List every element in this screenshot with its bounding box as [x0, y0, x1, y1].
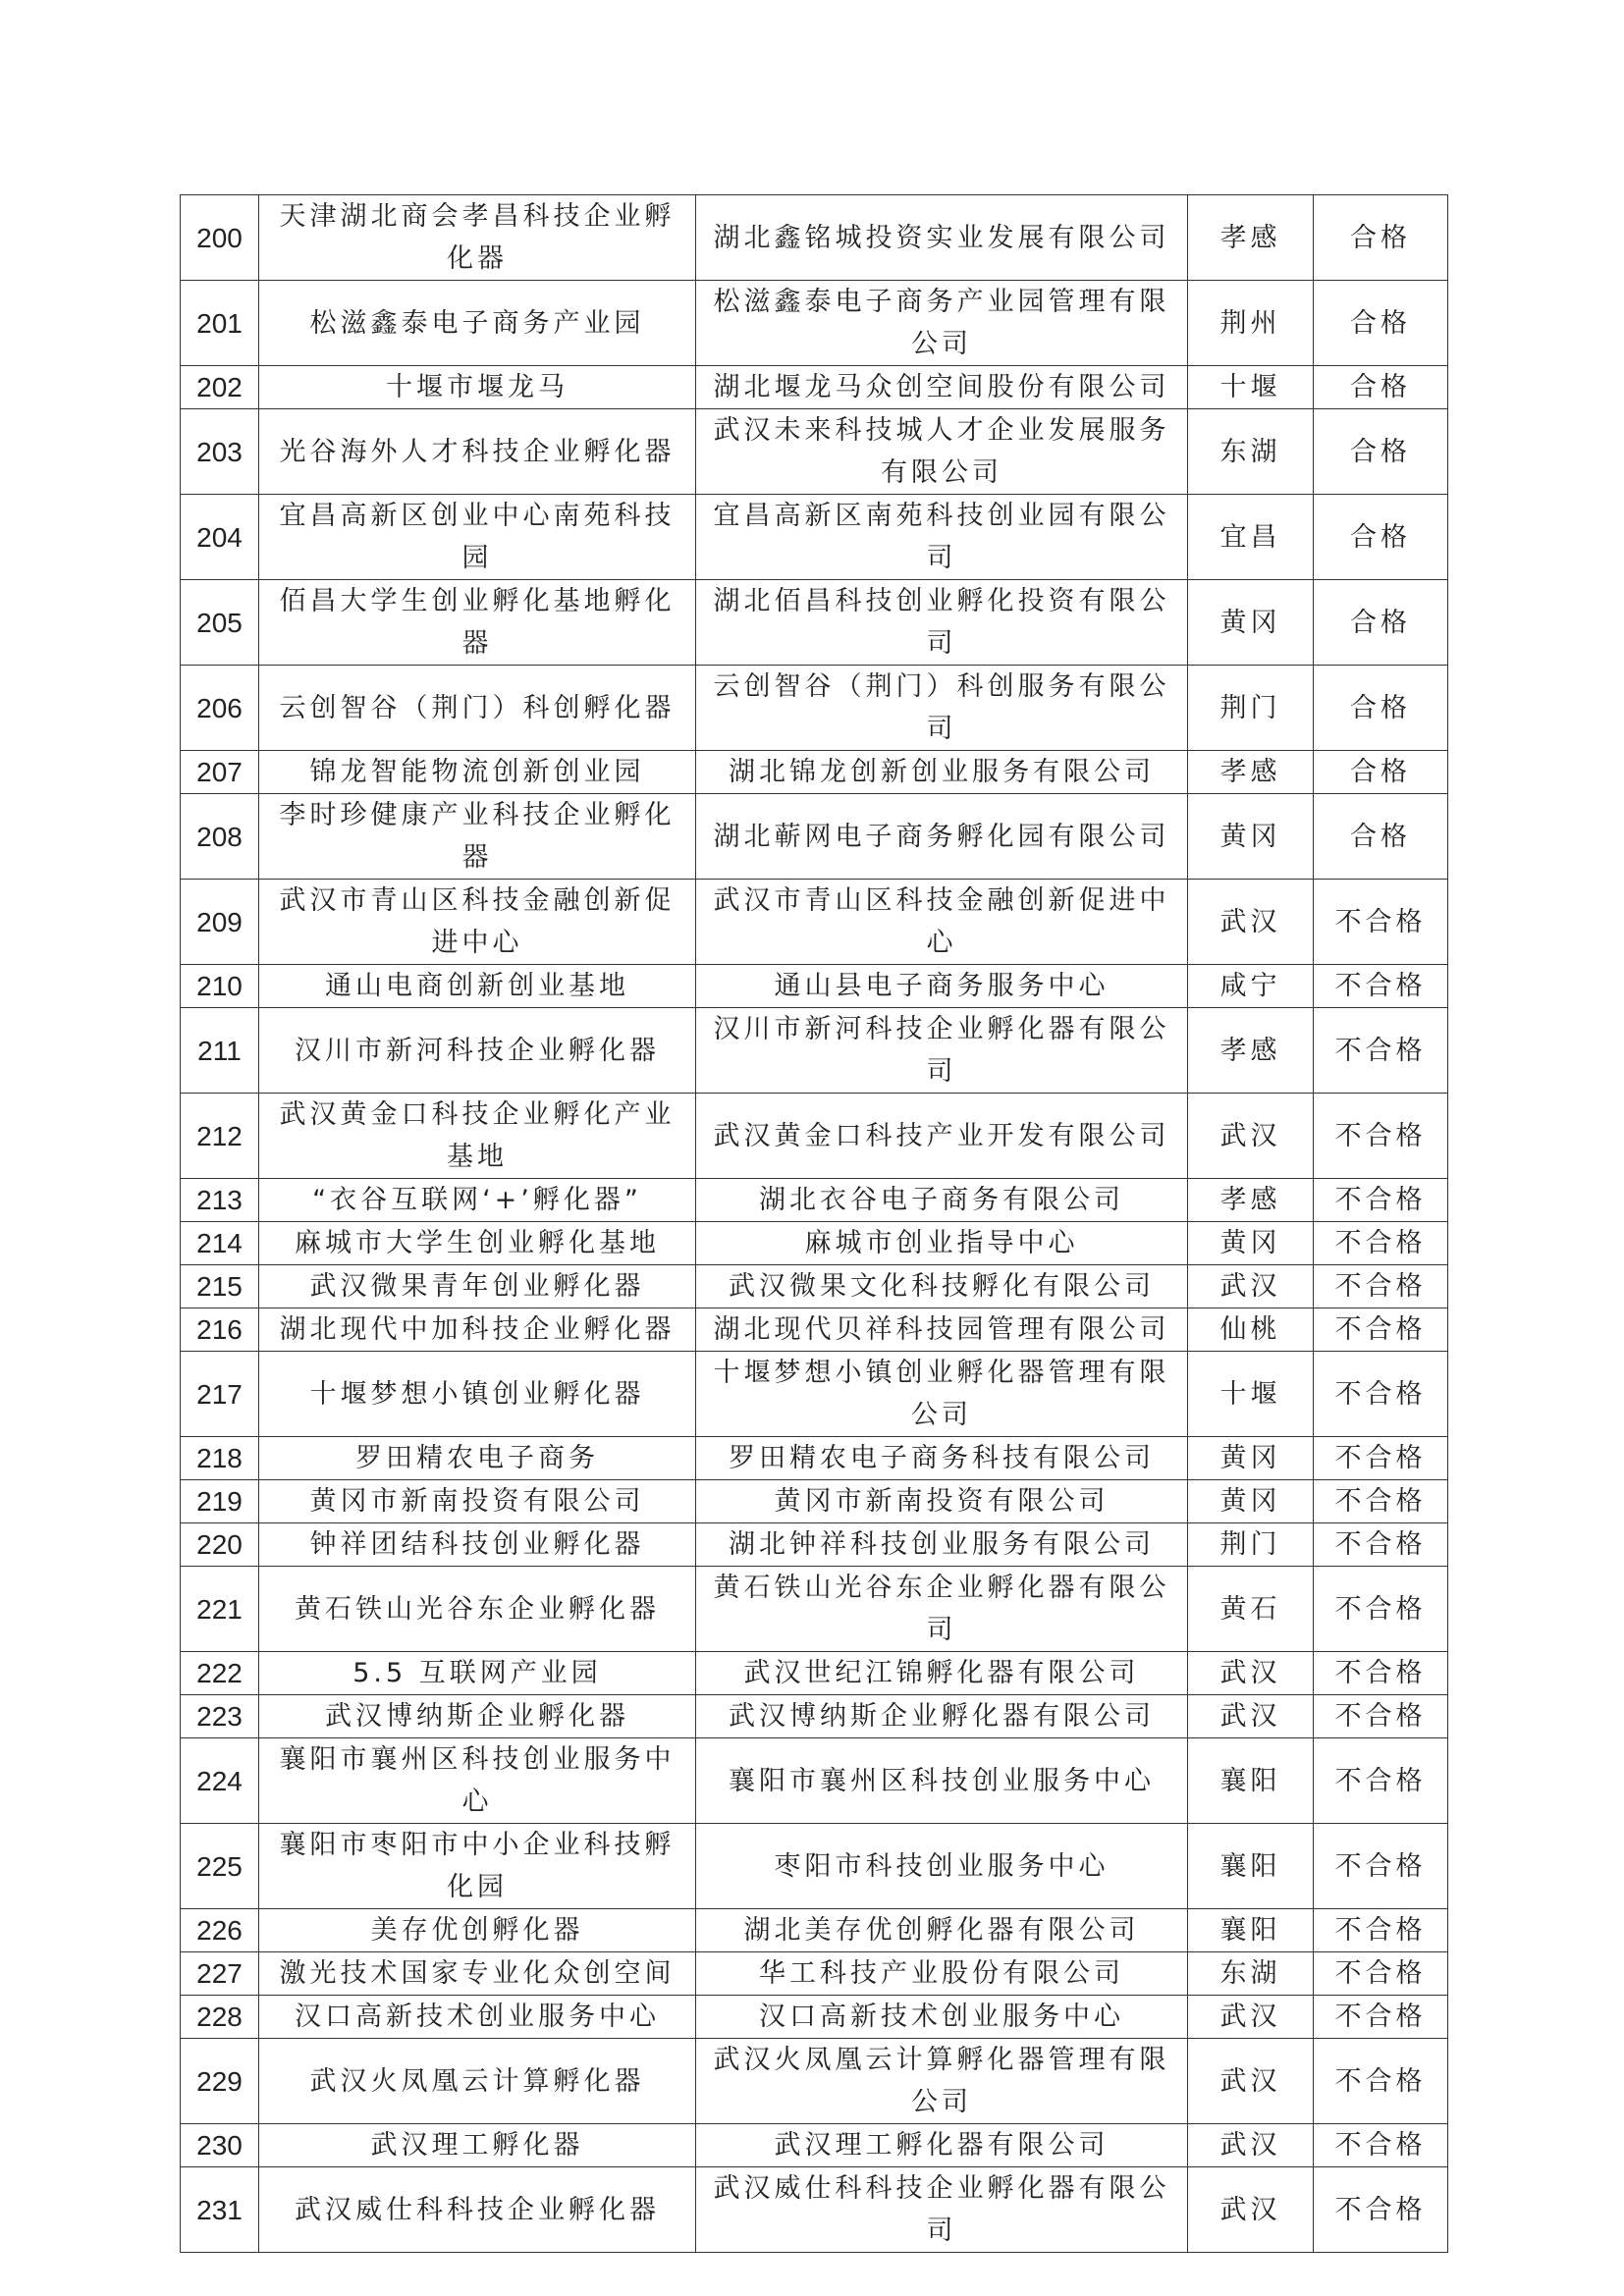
- incubator-name: 麻城市大学生创业孵化基地: [259, 1222, 696, 1265]
- operating-organization: 武汉理工孵化器有限公司: [696, 2124, 1188, 2167]
- row-number: 229: [181, 2039, 259, 2124]
- row-number: 200: [181, 195, 259, 281]
- evaluation-result: 合格: [1314, 666, 1448, 751]
- table-row: [181, 495, 1448, 580]
- operating-organization: 通山县电子商务服务中心: [696, 965, 1188, 1008]
- row-number: 231: [181, 2167, 259, 2253]
- table-row: [181, 195, 1448, 281]
- row-number: 210: [181, 965, 259, 1008]
- row-number: 206: [181, 666, 259, 751]
- evaluation-result: 不合格: [1314, 1652, 1448, 1695]
- evaluation-result: 不合格: [1314, 1909, 1448, 1952]
- incubator-table: [180, 194, 1448, 2253]
- operating-organization: 武汉火凤凰云计算孵化器管理有限公司: [696, 2039, 1188, 2124]
- operating-organization: 武汉黄金口科技产业开发有限公司: [696, 1094, 1188, 1179]
- row-number: 225: [181, 1824, 259, 1909]
- incubator-name: 襄阳市襄州区科技创业服务中心: [259, 1738, 696, 1824]
- row-number: 230: [181, 2124, 259, 2167]
- table-row: [181, 1567, 1448, 1652]
- table-row: [181, 281, 1448, 366]
- row-number: 216: [181, 1308, 259, 1352]
- row-number: 203: [181, 409, 259, 495]
- region: 武汉: [1188, 1695, 1314, 1738]
- region: 武汉: [1188, 2039, 1314, 2124]
- evaluation-result: 不合格: [1314, 2039, 1448, 2124]
- region: 襄阳: [1188, 1824, 1314, 1909]
- region: 黄冈: [1188, 1480, 1314, 1523]
- table-row: [181, 1308, 1448, 1352]
- operating-organization: 枣阳市科技创业服务中心: [696, 1824, 1188, 1909]
- evaluation-result: 不合格: [1314, 1008, 1448, 1094]
- operating-organization: 湖北现代贝祥科技园管理有限公司: [696, 1308, 1188, 1352]
- incubator-name: 黄石铁山光谷东企业孵化器: [259, 1567, 696, 1652]
- region: 宜昌: [1188, 495, 1314, 580]
- region: 十堰: [1188, 1352, 1314, 1437]
- row-number: 212: [181, 1094, 259, 1179]
- table-row: [181, 1695, 1448, 1738]
- incubator-name: 光谷海外人才科技企业孵化器: [259, 409, 696, 495]
- region: 孝感: [1188, 195, 1314, 281]
- incubator-name: 云创智谷（荆门）科创孵化器: [259, 666, 696, 751]
- table-row: [181, 751, 1448, 794]
- region: 武汉: [1188, 880, 1314, 965]
- evaluation-result: 合格: [1314, 409, 1448, 495]
- table-row: [181, 1738, 1448, 1824]
- incubator-name: 湖北现代中加科技企业孵化器: [259, 1308, 696, 1352]
- table-row: [181, 1008, 1448, 1094]
- operating-organization: 湖北衣谷电子商务有限公司: [696, 1179, 1188, 1222]
- operating-organization: 武汉微果文化科技孵化有限公司: [696, 1265, 1188, 1308]
- table-row: [181, 1179, 1448, 1222]
- table-row: [181, 1222, 1448, 1265]
- row-number: 207: [181, 751, 259, 794]
- table-row: [181, 666, 1448, 751]
- operating-organization: 湖北锦龙创新创业服务有限公司: [696, 751, 1188, 794]
- operating-organization: 十堰梦想小镇创业孵化器管理有限公司: [696, 1352, 1188, 1437]
- evaluation-result: 不合格: [1314, 1094, 1448, 1179]
- region: 黄冈: [1188, 1437, 1314, 1480]
- incubator-name: 锦龙智能物流创新创业园: [259, 751, 696, 794]
- table-row: [181, 1996, 1448, 2039]
- table-row: [181, 580, 1448, 666]
- evaluation-result: 不合格: [1314, 1265, 1448, 1308]
- incubator-name: 钟祥团结科技创业孵化器: [259, 1523, 696, 1567]
- region: 武汉: [1188, 1265, 1314, 1308]
- operating-organization: 松滋鑫泰电子商务产业园管理有限公司: [696, 281, 1188, 366]
- region: 荆门: [1188, 1523, 1314, 1567]
- table-row: [181, 1480, 1448, 1523]
- row-number: 205: [181, 580, 259, 666]
- evaluation-result: 不合格: [1314, 1480, 1448, 1523]
- region: 襄阳: [1188, 1738, 1314, 1824]
- row-number: 202: [181, 366, 259, 409]
- incubator-name: 襄阳市枣阳市中小企业科技孵化园: [259, 1824, 696, 1909]
- operating-organization: 云创智谷（荆门）科创服务有限公司: [696, 666, 1188, 751]
- row-number: 221: [181, 1567, 259, 1652]
- row-number: 218: [181, 1437, 259, 1480]
- evaluation-result: 不合格: [1314, 1996, 1448, 2039]
- incubator-name: 佰昌大学生创业孵化基地孵化器: [259, 580, 696, 666]
- incubator-name: 黄冈市新南投资有限公司: [259, 1480, 696, 1523]
- row-number: 226: [181, 1909, 259, 1952]
- operating-organization: 汉川市新河科技企业孵化器有限公司: [696, 1008, 1188, 1094]
- evaluation-result: 不合格: [1314, 1222, 1448, 1265]
- row-number: 208: [181, 794, 259, 880]
- evaluation-result: 不合格: [1314, 1738, 1448, 1824]
- row-number: 214: [181, 1222, 259, 1265]
- table-row: [181, 2039, 1448, 2124]
- table-row: [181, 1352, 1448, 1437]
- region: 黄冈: [1188, 580, 1314, 666]
- evaluation-result: 不合格: [1314, 1179, 1448, 1222]
- evaluation-result: 不合格: [1314, 880, 1448, 965]
- incubator-name: 十堰梦想小镇创业孵化器: [259, 1352, 696, 1437]
- incubator-name: 汉口高新技术创业服务中心: [259, 1996, 696, 2039]
- incubator-name: 武汉黄金口科技企业孵化产业基地: [259, 1094, 696, 1179]
- evaluation-result: 不合格: [1314, 2124, 1448, 2167]
- evaluation-result: 合格: [1314, 281, 1448, 366]
- row-number: 209: [181, 880, 259, 965]
- incubator-name: 宜昌高新区创业中心南苑科技园: [259, 495, 696, 580]
- operating-organization: 麻城市创业指导中心: [696, 1222, 1188, 1265]
- incubator-name: 武汉理工孵化器: [259, 2124, 696, 2167]
- table-row: [181, 880, 1448, 965]
- table-row: [181, 1094, 1448, 1179]
- evaluation-result: 不合格: [1314, 1352, 1448, 1437]
- incubator-name: 武汉市青山区科技金融创新促进中心: [259, 880, 696, 965]
- table-row: [181, 2124, 1448, 2167]
- region: 武汉: [1188, 2167, 1314, 2253]
- incubator-name: 武汉威仕科科技企业孵化器: [259, 2167, 696, 2253]
- evaluation-result: 不合格: [1314, 1952, 1448, 1996]
- incubator-name: 武汉博纳斯企业孵化器: [259, 1695, 696, 1738]
- row-number: 224: [181, 1738, 259, 1824]
- operating-organization: 襄阳市襄州区科技创业服务中心: [696, 1738, 1188, 1824]
- evaluation-result: 不合格: [1314, 1523, 1448, 1567]
- incubator-name: 李时珍健康产业科技企业孵化器: [259, 794, 696, 880]
- row-number: 217: [181, 1352, 259, 1437]
- incubator-name: 5.5 互联网产业园: [259, 1652, 696, 1695]
- row-number: 222: [181, 1652, 259, 1695]
- operating-organization: 黄石铁山光谷东企业孵化器有限公司: [696, 1567, 1188, 1652]
- evaluation-result: 合格: [1314, 495, 1448, 580]
- region: 襄阳: [1188, 1909, 1314, 1952]
- incubator-name: 通山电商创新创业基地: [259, 965, 696, 1008]
- region: 武汉: [1188, 2124, 1314, 2167]
- row-number: 213: [181, 1179, 259, 1222]
- row-number: 204: [181, 495, 259, 580]
- evaluation-result: 不合格: [1314, 1824, 1448, 1909]
- operating-organization: 黄冈市新南投资有限公司: [696, 1480, 1188, 1523]
- operating-organization: 湖北鑫铭城投资实业发展有限公司: [696, 195, 1188, 281]
- row-number: 219: [181, 1480, 259, 1523]
- evaluation-result: 不合格: [1314, 965, 1448, 1008]
- row-number: 227: [181, 1952, 259, 1996]
- operating-organization: 武汉世纪江锦孵化器有限公司: [696, 1652, 1188, 1695]
- operating-organization: 罗田精农电子商务科技有限公司: [696, 1437, 1188, 1480]
- evaluation-result: 合格: [1314, 794, 1448, 880]
- region: 孝感: [1188, 751, 1314, 794]
- incubator-name: 松滋鑫泰电子商务产业园: [259, 281, 696, 366]
- table-row: [181, 1523, 1448, 1567]
- region: 东湖: [1188, 1952, 1314, 1996]
- region: 武汉: [1188, 1996, 1314, 2039]
- table-row: [181, 1265, 1448, 1308]
- incubator-name: 激光技术国家专业化众创空间: [259, 1952, 696, 1996]
- operating-organization: 汉口高新技术创业服务中心: [696, 1996, 1188, 2039]
- table-row: [181, 2167, 1448, 2253]
- operating-organization: 武汉威仕科科技企业孵化器有限公司: [696, 2167, 1188, 2253]
- table-row: [181, 965, 1448, 1008]
- evaluation-result: 不合格: [1314, 1437, 1448, 1480]
- incubator-name: 武汉微果青年创业孵化器: [259, 1265, 696, 1308]
- incubator-name: 罗田精农电子商务: [259, 1437, 696, 1480]
- evaluation-result: 不合格: [1314, 1695, 1448, 1738]
- region: 武汉: [1188, 1094, 1314, 1179]
- evaluation-result: 合格: [1314, 366, 1448, 409]
- row-number: 211: [181, 1008, 259, 1094]
- row-number: 223: [181, 1695, 259, 1738]
- operating-organization: 华工科技产业股份有限公司: [696, 1952, 1188, 1996]
- table-row: [181, 409, 1448, 495]
- region: 黄冈: [1188, 1222, 1314, 1265]
- region: 武汉: [1188, 1652, 1314, 1695]
- operating-organization: 湖北蕲网电子商务孵化园有限公司: [696, 794, 1188, 880]
- evaluation-result: 合格: [1314, 580, 1448, 666]
- region: 咸宁: [1188, 965, 1314, 1008]
- region: 孝感: [1188, 1179, 1314, 1222]
- evaluation-result: 不合格: [1314, 2167, 1448, 2253]
- incubator-name: 美存优创孵化器: [259, 1909, 696, 1952]
- operating-organization: 宜昌高新区南苑科技创业园有限公司: [696, 495, 1188, 580]
- evaluation-result: 不合格: [1314, 1308, 1448, 1352]
- row-number: 215: [181, 1265, 259, 1308]
- table-body: [181, 195, 1448, 2253]
- incubator-name: 武汉火凤凰云计算孵化器: [259, 2039, 696, 2124]
- operating-organization: 湖北钟祥科技创业服务有限公司: [696, 1523, 1188, 1567]
- evaluation-result: 合格: [1314, 751, 1448, 794]
- operating-organization: 武汉博纳斯企业孵化器有限公司: [696, 1695, 1188, 1738]
- operating-organization: 武汉市青山区科技金融创新促进中心: [696, 880, 1188, 965]
- operating-organization: 湖北佰昌科技创业孵化投资有限公司: [696, 580, 1188, 666]
- table-row: [181, 366, 1448, 409]
- evaluation-result: 不合格: [1314, 1567, 1448, 1652]
- operating-organization: 武汉未来科技城人才企业发展服务有限公司: [696, 409, 1188, 495]
- region: 仙桃: [1188, 1308, 1314, 1352]
- row-number: 228: [181, 1996, 259, 2039]
- region: 荆州: [1188, 281, 1314, 366]
- region: 十堰: [1188, 366, 1314, 409]
- incubator-name: “衣谷互联网‘+’孵化器”: [259, 1179, 696, 1222]
- region: 黄冈: [1188, 794, 1314, 880]
- region: 孝感: [1188, 1008, 1314, 1094]
- table-row: [181, 1652, 1448, 1695]
- region: 东湖: [1188, 409, 1314, 495]
- table-row: [181, 1824, 1448, 1909]
- region: 黄石: [1188, 1567, 1314, 1652]
- operating-organization: 湖北堰龙马众创空间股份有限公司: [696, 366, 1188, 409]
- evaluation-result: 合格: [1314, 195, 1448, 281]
- incubator-name: 十堰市堰龙马: [259, 366, 696, 409]
- table-row: [181, 794, 1448, 880]
- operating-organization: 湖北美存优创孵化器有限公司: [696, 1909, 1188, 1952]
- table-row: [181, 1437, 1448, 1480]
- table-row: [181, 1909, 1448, 1952]
- row-number: 220: [181, 1523, 259, 1567]
- row-number: 201: [181, 281, 259, 366]
- region: 荆门: [1188, 666, 1314, 751]
- incubator-name: 汉川市新河科技企业孵化器: [259, 1008, 696, 1094]
- table-row: [181, 1952, 1448, 1996]
- incubator-name: 天津湖北商会孝昌科技企业孵化器: [259, 195, 696, 281]
